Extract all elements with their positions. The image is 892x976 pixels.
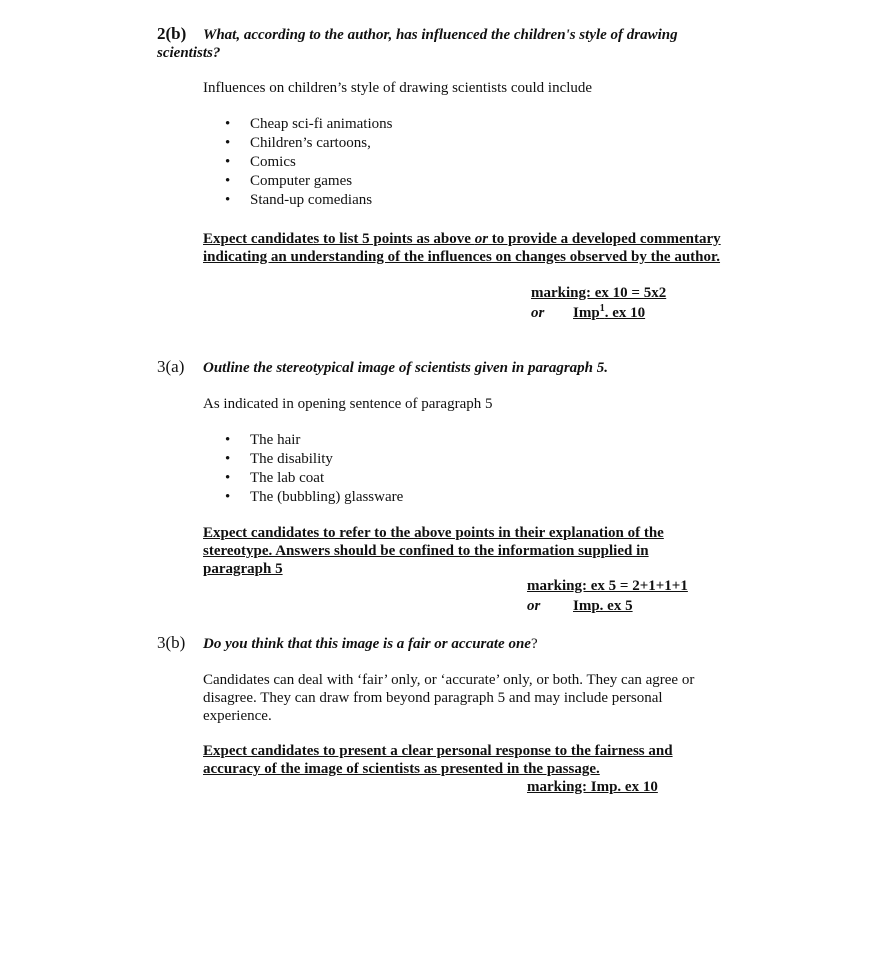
- list-item: • Computer games: [225, 173, 353, 189]
- bullet-icon: •: [225, 451, 231, 467]
- q3a-marking-line1: marking: ex 5 = 2+1+1+1: [527, 578, 688, 594]
- list-item: • The disability: [225, 451, 333, 467]
- bullet-icon: •: [225, 116, 231, 132]
- list-item: • The lab coat: [225, 470, 325, 486]
- bullet-icon: •: [225, 173, 231, 189]
- question-number-2b: 2(b): [157, 24, 187, 43]
- q3a-bullet-list: [203, 431, 403, 507]
- list-item: • Stand-up comedians: [225, 192, 373, 208]
- expect-text-part1: Expect candidates to list 5 points as above: [203, 231, 475, 247]
- bullet-icon: •: [225, 470, 231, 486]
- bullet-icon: •: [225, 192, 231, 208]
- expect-or-word: or: [474, 231, 489, 247]
- q3a-intro: As indicated in opening sentence of paragraph 5: [203, 396, 493, 412]
- q2b-intro: Influences on children’s style of drawing scientists could include: [203, 80, 593, 96]
- q3b-body: Candidates can deal with ‘fair’ only, or ‘accurate’ only, or both. They can agree or disagree. They can draw from beyond paragraph 5 and may include personal experience.: [203, 672, 695, 724]
- list-item: • Cheap sci-fi animations: [225, 116, 393, 132]
- bullet-icon: •: [225, 432, 231, 448]
- q2b-marking-or: or: [531, 305, 545, 321]
- q2b-marking-line1: marking: ex 10 = 5x2: [531, 285, 667, 301]
- expect-text-part2: to provide a developed commentary indicating an understanding of the influences on changes observed by the author.: [203, 231, 721, 265]
- list-item: • The hair: [225, 432, 301, 448]
- question-2b-text: What, according to the author, has influenced the children's style of drawing scientists?: [157, 27, 678, 61]
- bullet-icon: •: [225, 135, 231, 151]
- q2b-marking-line2: Imp$^1$. ex 10: [573, 303, 646, 321]
- bullet-icon: •: [225, 489, 231, 505]
- list-item: • The (bubbling) glassware: [225, 489, 404, 505]
- question-number-3a: 3(a): [157, 357, 185, 376]
- bullet-icon: •: [225, 154, 231, 170]
- list-item: • Children’s cartoons,: [225, 135, 371, 151]
- q2b-expect-note: [203, 230, 733, 266]
- q3a-marking-or: or: [527, 598, 541, 614]
- q3a-expect-note: Expect candidates to refer to the above points in their explanation of the stereotype. Answers should be confined to the information supplied in paragraph 5: [203, 525, 664, 577]
- question-number-3b: 3(b): [157, 633, 186, 652]
- q2b-bullet-list: [203, 115, 392, 210]
- list-item: • Comics: [225, 154, 296, 170]
- question-3b-text: Do you think that this image is a fair or accurate one?: [203, 636, 538, 652]
- question-3a-text: Outline the stereotypical image of scientists given in paragraph 5.: [203, 360, 608, 376]
- q3b-expect-note: Expect candidates to present a clear personal response to the fairness and accuracy of the image of scientists as presented in the passage.: [203, 743, 673, 777]
- q3b-marking: marking: Imp. ex 10: [527, 779, 658, 795]
- q3a-marking-line2: Imp. ex 5: [573, 598, 633, 614]
